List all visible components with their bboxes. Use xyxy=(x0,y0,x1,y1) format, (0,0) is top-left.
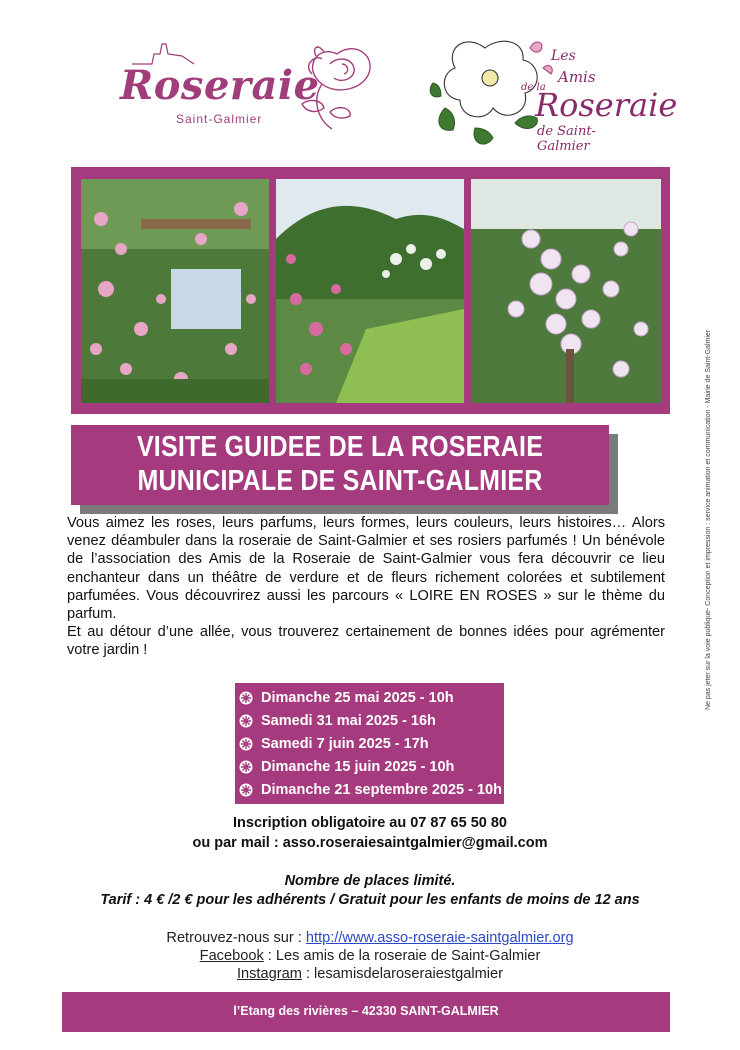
page-title xyxy=(71,425,609,505)
website-link[interactable]: http://www.asso-roseraie-saintgalmier.org xyxy=(305,930,574,946)
intro-paragraph: Vous aimez les roses, leurs parfums, leurs formes, leurs couleurs, leurs histoires… Alors venez déambuler dans la roseraie de Saint-Galmier et ses rosiers parfumés ! Un bénévole de l’association des Amis de la Roseraie de Saint-Galmier vous fera découvrir ce lieu enchanteur dans un théâtre de verdure et de fleurs richement colorées et subtilement parfumées. Vous découvrirez aussi les parcours « LOIRE EN ROSES » sur le thème du parfum. xyxy=(67,515,665,623)
intro-text xyxy=(67,514,665,660)
photo-garden-lawn xyxy=(276,179,464,403)
logo-les: Les xyxy=(551,48,576,64)
photo-band xyxy=(71,167,670,414)
address-text: l’Etang des rivières – 42330 SAINT-GALMIER xyxy=(233,1004,499,1018)
flower-bullet-icon xyxy=(239,714,253,728)
date-label: Dimanche 15 juin 2025 - 10h xyxy=(261,759,455,775)
logo-city: de Saint-Galmier xyxy=(537,124,596,154)
facebook-text: : Les amis de la roseraie de Saint-Galmier xyxy=(263,948,541,964)
intro-paragraph-2: Et au détour d’une allée, vous trouverez certainement de bonnes idées pour agrémenter votre jardin ! xyxy=(67,624,665,659)
date-item xyxy=(235,733,429,755)
amis-roseraie-logo xyxy=(425,28,678,158)
date-item xyxy=(235,756,454,778)
logo-word: Roseraie xyxy=(120,62,320,109)
footer-address xyxy=(62,992,670,1032)
date-item xyxy=(235,779,502,801)
logo-amis: Amis xyxy=(558,68,596,86)
dates-list xyxy=(235,683,504,804)
photo-climbing-rose xyxy=(471,179,661,403)
flower-bullet-icon xyxy=(239,737,253,751)
logo-subtitle: Saint-Galmier xyxy=(176,112,263,126)
facebook-line xyxy=(0,948,740,964)
date-label: Samedi 7 juin 2025 - 17h xyxy=(261,736,429,752)
website-label: Retrouvez-nous sur : xyxy=(166,930,306,946)
flower-bullet-icon xyxy=(239,783,253,797)
date-item xyxy=(235,687,454,709)
inscription-phone: Inscription obligatoire au 07 87 65 50 80 xyxy=(233,815,507,831)
places-limited: Nombre de places limité. xyxy=(284,873,456,889)
photo-rose-arch xyxy=(81,179,269,403)
logo-roseraie: Roseraie xyxy=(535,86,678,124)
instagram-text: : lesamisdelaroseraiestgalmier xyxy=(301,966,504,982)
title-line-2: MUNICIPALE DE SAINT-GALMIER xyxy=(137,464,543,498)
website-line xyxy=(0,930,740,946)
flower-bullet-icon xyxy=(239,760,253,774)
facebook-link[interactable]: Facebook xyxy=(199,948,264,964)
instagram-line xyxy=(0,966,740,982)
date-label: Samedi 31 mai 2025 - 16h xyxy=(261,713,436,729)
tarif-text: Tarif : 4 € /2 € pour les adhérents / Gratuit pour les enfants de moins de 12 ans xyxy=(100,892,640,908)
inscription-email: ou par mail : asso.roseraiesaintgalmier@gmail.com xyxy=(192,835,548,851)
title-line-1: VISITE GUIDEE DE LA ROSERAIE xyxy=(136,430,544,464)
date-label: Dimanche 25 mai 2025 - 10h xyxy=(261,690,454,706)
date-item xyxy=(235,710,436,732)
roseraie-logo xyxy=(112,34,402,134)
instagram-link[interactable]: Instagram xyxy=(236,966,302,982)
side-note: Ne pas jeter sur la voie publique- Conception et impression : service animation et communication - Mairie de Saint-Galmier xyxy=(705,329,712,710)
logo-dela: de la xyxy=(521,82,546,93)
flower-bullet-icon xyxy=(239,691,253,705)
date-label: Dimanche 21 septembre 2025 - 10h xyxy=(261,782,502,798)
